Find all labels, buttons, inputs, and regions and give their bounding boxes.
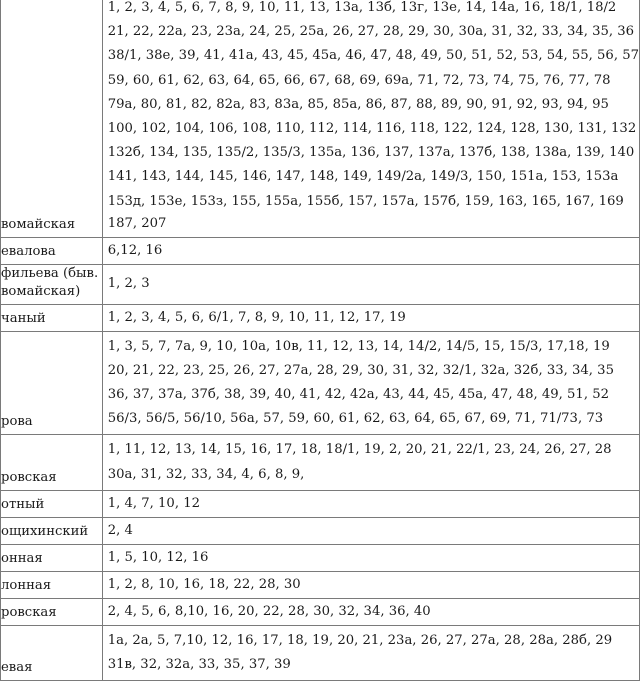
house-numbers-cell (102, 571, 639, 598)
street-name: ровская (1, 469, 57, 485)
street-name: ровская (1, 604, 57, 620)
house-numbers-line: 187, 207 (107, 215, 167, 231)
table-row (1, 0, 640, 237)
house-numbers-line: 132б, 134, 135, 135/2, 135/3, 135а, 136, 137, 137а, 137б, 138, 138а, 139, 140 (107, 145, 635, 161)
street-name: вомайская) (1, 283, 81, 299)
house-numbers-line: 31в, 32, 32а, 33, 35, 37, 39 (107, 657, 291, 672)
house-numbers-line: 1, 11, 12, 13, 14, 15, 16, 17, 18, 18/1, 19, 2, 20, 21, 22/1, 23, 24, 26, 27, 28 (107, 442, 612, 458)
house-numbers-line: 1, 4, 7, 10, 12 (107, 495, 200, 511)
house-numbers-line: 2, 4 (107, 522, 133, 538)
table-row (1, 331, 640, 435)
street-cell (1, 490, 103, 517)
table-row (1, 237, 640, 264)
house-numbers-line: 36, 37, 37а, 37б, 38, 39, 40, 41, 42, 42а, 43, 44, 45, 45а, 47, 48, 49, 51, 52 (107, 387, 609, 403)
house-numbers-cell (102, 0, 639, 237)
house-numbers-cell (102, 435, 639, 490)
table-row (1, 490, 640, 517)
house-numbers-cell (102, 490, 639, 517)
street-name: лонная (1, 577, 52, 593)
table-row (1, 517, 640, 544)
table-row (1, 435, 640, 490)
house-numbers-line: 2, 4, 5, 6, 8,10, 16, 20, 22, 28, 30, 32, 34, 36, 40 (107, 603, 431, 619)
house-numbers-line: 100, 102, 104, 106, 108, 110, 112, 114, 116, 118, 122, 124, 128, 130, 131, 132 (107, 120, 637, 136)
house-numbers-cell (102, 331, 639, 435)
house-numbers-cell (102, 544, 639, 571)
street-name: фильева (быв. (1, 265, 99, 281)
street-cell (1, 237, 103, 264)
street-name: вомайская (1, 216, 76, 232)
house-numbers-cell (102, 517, 639, 544)
house-numbers-line: 38/1, 38е, 39, 41, 41а, 43, 45, 45а, 46, 47, 48, 49, 50, 51, 52, 53, 54, 55, 56, 57 (107, 48, 639, 64)
street-cell (1, 517, 103, 544)
house-numbers-line: 56/3, 56/5, 56/10, 56а, 57, 59, 60, 61, 62, 63, 64, 65, 67, 69, 71, 71/73, 73 (107, 411, 604, 427)
street-name: ощихинский (1, 523, 89, 539)
street-cell (1, 435, 103, 490)
house-numbers-line: 1, 2, 3, 4, 5, 6, 7, 8, 9, 10, 11, 13, 13а, 13б, 13г, 13е, 14, 14а, 16, 18/1, 18/2 (107, 0, 617, 15)
house-numbers-line: 21, 22, 22а, 23, 23а, 24, 25, 25а, 26, 27, 28, 29, 30, 30а, 31, 32, 33, 34, 35, 36 (107, 24, 635, 40)
street-cell (1, 0, 103, 237)
house-numbers-cell (102, 598, 639, 625)
table-row (1, 544, 640, 571)
house-numbers-line: 1а, 2а, 5, 7,10, 12, 16, 17, 18, 19, 20, 21, 23а, 26, 27, 27а, 28, 28а, 28б, 29 (107, 632, 613, 648)
house-numbers-line: 1, 2, 3 (107, 276, 150, 292)
street-name: рова (1, 414, 33, 430)
house-numbers-line: 141, 143, 144, 145, 146, 147, 148, 149, 149/2а, 149/3, 150, 151а, 153, 153а (107, 169, 619, 185)
house-numbers-cell (102, 237, 639, 264)
house-numbers-line: 153д, 153е, 153з, 155, 155а, 155б, 157, 157а, 157б, 159, 163, 165, 167, 169 (107, 193, 624, 209)
house-numbers-line: 1, 2, 8, 10, 16, 18, 22, 28, 30 (107, 576, 301, 592)
house-numbers-line: 20, 21, 22, 23, 25, 26, 27, 27а, 28, 29, 30, 31, 32, 32/1, 32а, 32б, 33, 34, 35 (107, 362, 614, 378)
street-cell (1, 544, 103, 571)
table-row (1, 598, 640, 625)
table-row (1, 625, 640, 680)
street-name: онная (1, 550, 43, 566)
street-cell (1, 304, 103, 331)
street-cell (1, 598, 103, 625)
house-numbers-line: 6,12, 16 (107, 242, 163, 258)
table-row (1, 571, 640, 598)
house-numbers-line: 1, 5, 10, 12, 16 (107, 549, 209, 565)
house-numbers-line: 30а, 31, 32, 33, 34, 4, 6, 8, 9, (107, 466, 305, 482)
house-numbers-cell (102, 625, 639, 680)
street-name: евалова (1, 243, 56, 259)
house-numbers-line: 1, 2, 3, 4, 5, 6, 6/1, 7, 8, 9, 10, 11, 12, 17, 19 (107, 309, 406, 325)
street-name: чаный (1, 310, 46, 326)
street-cell (1, 264, 103, 304)
street-name: евая (1, 660, 33, 676)
house-numbers-line: 59, 60, 61, 62, 63, 64, 65, 66, 67, 68, 69, 69а, 71, 72, 73, 74, 75, 76, 77, 78 (107, 72, 611, 88)
house-numbers-line: 79а, 80, 81, 82, 82а, 83, 83а, 85, 85а, 86, 87, 88, 89, 90, 91, 92, 93, 94, 95 (107, 96, 609, 112)
table-row (1, 304, 640, 331)
street-cell (1, 625, 103, 680)
house-numbers-cell (102, 304, 639, 331)
street-name: отный (1, 496, 45, 512)
house-numbers-line: 1, 3, 5, 7, 7а, 9, 10, 10а, 10в, 11, 12, 13, 14, 14/2, 14/5, 15, 15/3, 17,18, 19 (107, 338, 610, 354)
house-numbers-cell (102, 264, 639, 304)
table-row (1, 264, 640, 304)
street-cell (1, 331, 103, 435)
street-cell (1, 571, 103, 598)
